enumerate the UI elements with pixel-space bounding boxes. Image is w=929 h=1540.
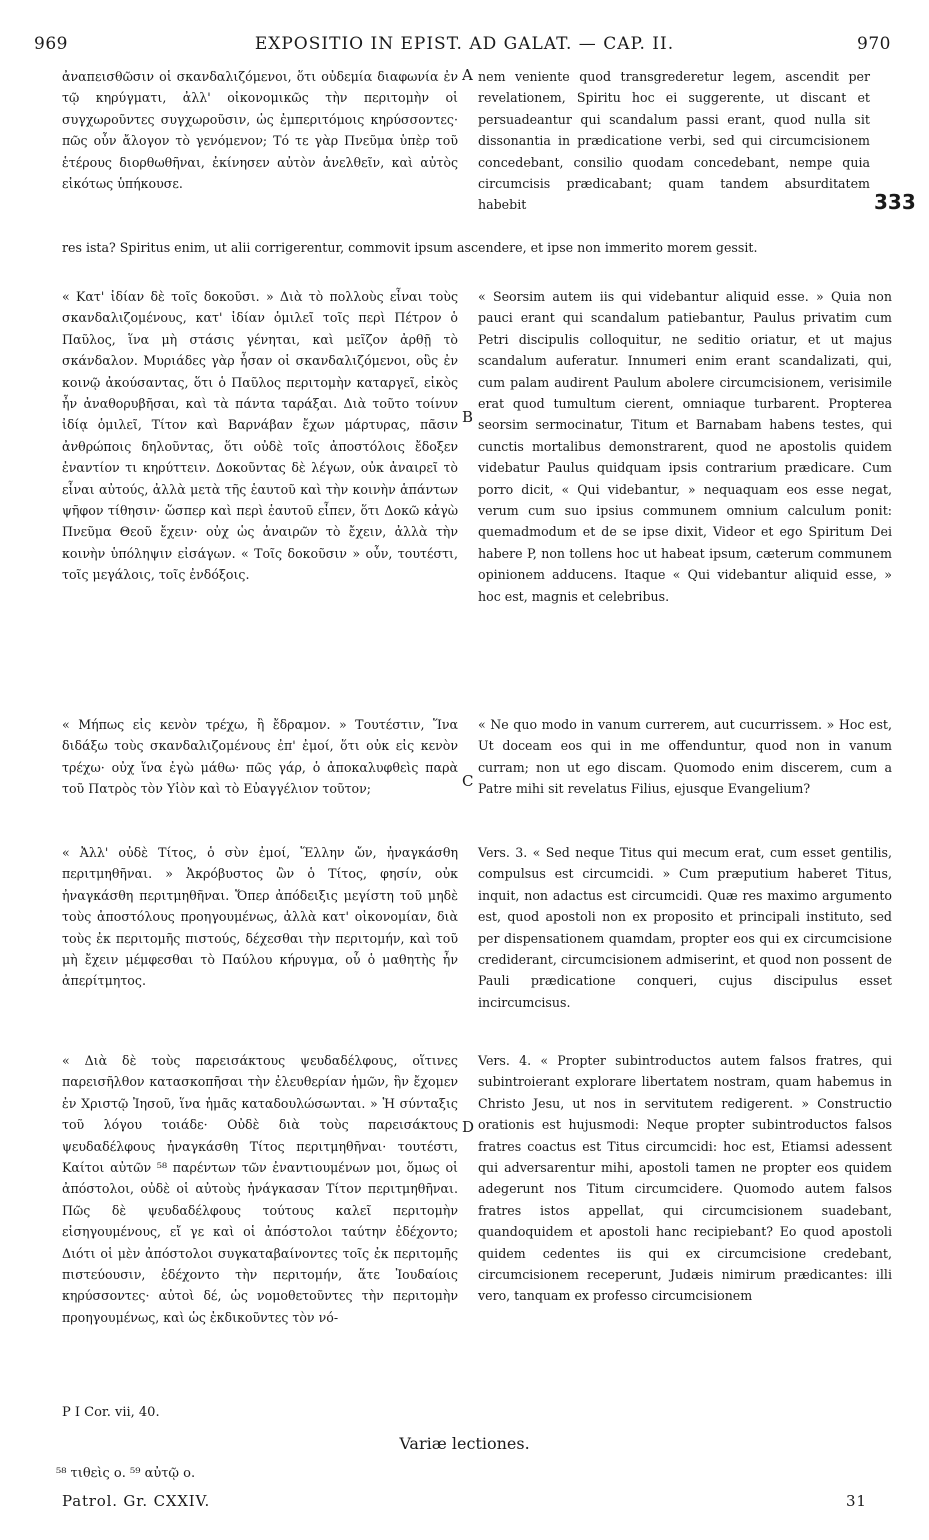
marginal-number: 333 [874, 190, 916, 214]
variant-readings: ⁵⁸ τιθεὶς ο. ⁵⁹ αὐτῷ ο. [56, 1466, 196, 1481]
latin-paragraph-1: nem veniente quod transgrederetur legem, ascendit per revelationem, Spiritu hoc ei suggerente, ut discant et persuadeantur qui scandalum passi erant, quod nulla sit dissonantia in prædicatione verbi, sed qui circumcisionem concedebant, consilio quodam concedebant, nempe quia circumcisis prædicabant; quam tandem absurditatem habebit [478, 69, 870, 213]
latin-bridge-paragraph: res ista? Spiritus enim, ut alii corrigerentur, commovit ipsum ascendere, et ipse non immerito morem gessit. [62, 240, 758, 255]
margin-marker-a: A [462, 66, 473, 84]
page-number-left: 969 [34, 34, 68, 54]
greek-paragraph-3: « Μήπως εἰς κενὸν τρέχω, ἢ ἔδραμον. » Τουτέστιν, Ἵνα διδάξω τοὺς σκανδαλιζομένους ἐπ' ἐμοί, ὅτι οὐκ εἰς κενὸν τρέχω· οὐχ ἵνα ἐγὼ μάθω· πῶς γάρ, ὁ ἀποκαλυφθεὶς παρὰ τοῦ Πατρὸς τὸν Υἱὸν καὶ τὸ Εὐαγγέλιον τοῦτον; [62, 717, 458, 797]
latin-paragraph-5: Vers. 4. « Propter subintroductos autem falsos fratres, qui subintroierant explorare libertatem nostram, quam habemus in Christo Jesu, ut nos in servitutem redigerent. » Constructio orationis est hujusmodi: Neque propter subintroductos falsos fratres coactus est Titus circumcidi: hoc est, Etiamsi adessent qui adversarentur mihi, apostoli tamen ne propter eos quidem adegerunt nos Titum circumcidere. Quomodo autem falsos fratres istos appellat, qui circumcisionem suadebant, quandoquidem et apostoli hanc recipiebant? Eo quod apostoli quidem cedentes iis qui ex circumcisione credebant, circumcisionem receperunt, Judæis nimirum prædicantes: illi vero, tanquam ex professo circumcisionem [478, 1053, 892, 1304]
signature-number: 31 [846, 1492, 867, 1510]
margin-marker-c: C [462, 772, 474, 790]
margin-marker-d: D [462, 1118, 475, 1136]
latin-paragraph-4: Vers. 3. « Sed neque Titus qui mecum erat, cum esset gentilis, compulsus est circumcidi. » Cum præputium haberet Titus, inquit, non adactus est circumcidi. Quæ res maximo argumento est, quod apostoli non ex proposito et principali instituto, sed per dispensationem quamdam, propter eos qui ex circumcisione crediderant, circumcisionem admiserint, et quod non possent de Pauli prædicatione conqueri, cujus discipulus esset incircumcisus. [478, 845, 892, 1010]
signature-mark: Patrol. Gr. CXXIV. [62, 1492, 211, 1510]
greek-paragraph-5: « Διὰ δὲ τοὺς παρεισάκτους ψευδαδέλφους, οἵτινες παρεισῆλθον κατασκοπῆσαι τὴν ἐλευθερίαν ἡμῶν, ἣν ἔχομεν ἐν Χριστῷ Ἰησοῦ, ἵνα ἡμᾶς καταδουλώσωνται. » Ἡ σύνταξις τοῦ λόγου τοιάδε· Οὐδὲ διὰ τοὺς παρεισάκτους ψευδαδέλφους ἠναγκάσθη Τίτος περιτμηθῆναι· τουτέστι, Καίτοι αὐτῶν ⁵⁸ παρέντων τῶν ἐναντιουμένων μοι, ὅμως οἱ ἀπόστολοι, οὐδὲ οἱ αὐτοὺς ἠνάγκασαν Τίτον περιτμηθῆναι. Πῶς δὲ ψευδαδέλφους τούτους καλεῖ περιτομὴν εἰσηγουμένους, εἴ γε καὶ οἱ ἀπόστολοι ταύτην ἐδέχοντο; Διότι οἱ μὲν ἀπόστολοι συγκαταβαίνοντες τοῖς ἐκ περιτομῆς πιστεύουσιν, ἐδέχοντο τὴν περιτομήν, ἅτε Ἰουδαίοις κηρύσσοντες· αὐτοὶ δέ, ὡς νομοθετοῦντες τὴν περιτομὴν προηγουμένως, καὶ ὡς ἐκδικοῦντες τὸν νό- [62, 1053, 458, 1325]
margin-marker-b: B [462, 408, 474, 426]
running-title: EXPOSITIO IN EPIST. AD GALAT. — CAP. II. [254, 34, 675, 54]
footnote-reference: P I Cor. vii, 40. [62, 1405, 160, 1420]
page-number-right: 970 [857, 34, 891, 54]
greek-paragraph-1: ἀναπεισθῶσιν οἱ σκανδαλιζόμενοι, ὅτι οὐδεμία διαφωνία ἐν τῷ κηρύγματι, ἀλλ' οἰκονομικῶς τὴν περιτομὴν οἱ συγχωροῦντες συγχωροῦσιν, ὡς ἐμπεριτόμοις κηρύσσοντες· πῶς οὖν ἄλογον τὸ γενόμενον; Τό τε γὰρ Πνεῦμα ὑπὲρ τοῦ ἑτέρους διορθωθῆναι, ἐκίνησεν αὐτὸν ἀνελθεῖν, καὶ αὐτὸς εἰκότως ὑπήκουσε. [62, 69, 458, 192]
greek-paragraph-4: « Ἀλλ' οὐδὲ Τίτος, ὁ σὺν ἐμοί, Ἕλλην ὤν, ἠναγκάσθη περιτμηθῆναι. » Ἀκρόβυστος ὢν ὁ Τίτος, φησίν, οὐκ ἠναγκάσθη περιτμηθῆναι. Ὅπερ ἀπόδειξις μεγίστη τοῦ μηδὲ τοὺς ἀποστόλους προηγουμένως, ἀλλὰ κατ' οἰκονομίαν, διὰ τοὺς ἐκ περιτομῆς πιστούς, δέχεσθαι τὴν περιτομήν, καὶ τοῦ μὴ ἔχειν μέμφεσθαι τὸ Παύλου κήρυγμα, οὗ ὁ μαθητὴς ἦν ἀπερίτμητος. [62, 845, 458, 989]
latin-paragraph-3: « Ne quo modo in vanum currerem, aut cucurrissem. » Hoc est, Ut doceam eos qui in me offenduntur, quod non in vanum curram; non ut ego discam. Quomodo enim discerem, cum a Patre mihi sit revelatus Filius, ejusque Evangelium? [478, 717, 892, 797]
greek-paragraph-2: « Κατ' ἰδίαν δὲ τοῖς δοκοῦσι. » Διὰ τὸ πολλοὺς εἶναι τοὺς σκανδαλιζομένους, κατ' ἰδίαν ὁμιλεῖ τοῖς περὶ Πέτρον ὁ Παῦλος, ἵνα μὴ στάσις γένηται, καὶ μεῖζον ἀρθῇ τὸ σκάνδαλον. Μυριάδες γὰρ ἦσαν οἱ σκανδαλιζόμενοι, οὓς ἐν κοινῷ ἀκούσαντας, ὅτι ὁ Παῦλος περιτομὴν καταργεῖ, εἰκὸς ἦν ἀναθορυβῆσαι, καὶ τὰ πάντα ταράξαι. Διὰ τοῦτο τοίνυν ἰδίᾳ ὁμιλεῖ, Τίτον καὶ Βαρνάβαν ἔχων μάρτυρας, πᾶσιν ἀνθρώποις δηλοῦντας, ὅτι οὐδὲ τοῖς ἀποστόλοις ἔδοξεν ἐναντίον τι κηρύττειν. Δοκοῦντας δὲ λέγων, οὐκ ἀναιρεῖ τὸ εἶναι αὐτούς, ἀλλὰ μετὰ τῆς ἑαυτοῦ καὶ τὴν κοινὴν ἁπάντων ψῆφον τίθησιν· ὥσπερ καὶ περὶ ἑαυτοῦ εἶπεν, ὅτι Δοκῶ κἀγὼ Πνεῦμα Θεοῦ ἔχειν· οὐχ ὡς ἀναιρῶν τὸ ἔχειν, ἀλλὰ τὴν κοινὴν ὑπόληψιν εἰσάγων. « Τοῖς δοκοῦσιν » οὖν, τουτέστι, τοῖς μεγάλοις, τοῖς ἐνδόξοις. [62, 289, 458, 583]
latin-paragraph-2: « Seorsim autem iis qui videbantur aliquid esse. » Quia non pauci erant qui scandalum patiebantur, Paulus privatim cum Petri discipulis colloquitur, ne seditio oriatur, et ut majus scandalum auferatur. Innumeri enim erant scandalizati, qui, cum palam audirent Paulum abolere circumcisionem, verisimile erat quod tumultum cierent, omniaque turbarent. Propterea seorsim sermocinatur, Titum et Barnabam habens testes, qui cunctis mortalibus demonstrarent, quod ne apostolis quidem videbatur Paulus quidquam ipsis contrarium prædicare. Cum porro dicit, « Qui videbantur, » nequaquam eos esse negat, verum cum suo ipsius communem omnium calculum ponit: quemadmodum et de se ipse dixit, Videor et ego Spiritum Dei habere P, non tollens hoc ut habeat ipsum, cæterum communem opinionem adducens. Itaque « Qui videbantur aliquid esse, » hoc est, magnis et celebribus. [478, 289, 892, 604]
variae-lectiones-heading: Variæ lectiones. [399, 1434, 530, 1453]
